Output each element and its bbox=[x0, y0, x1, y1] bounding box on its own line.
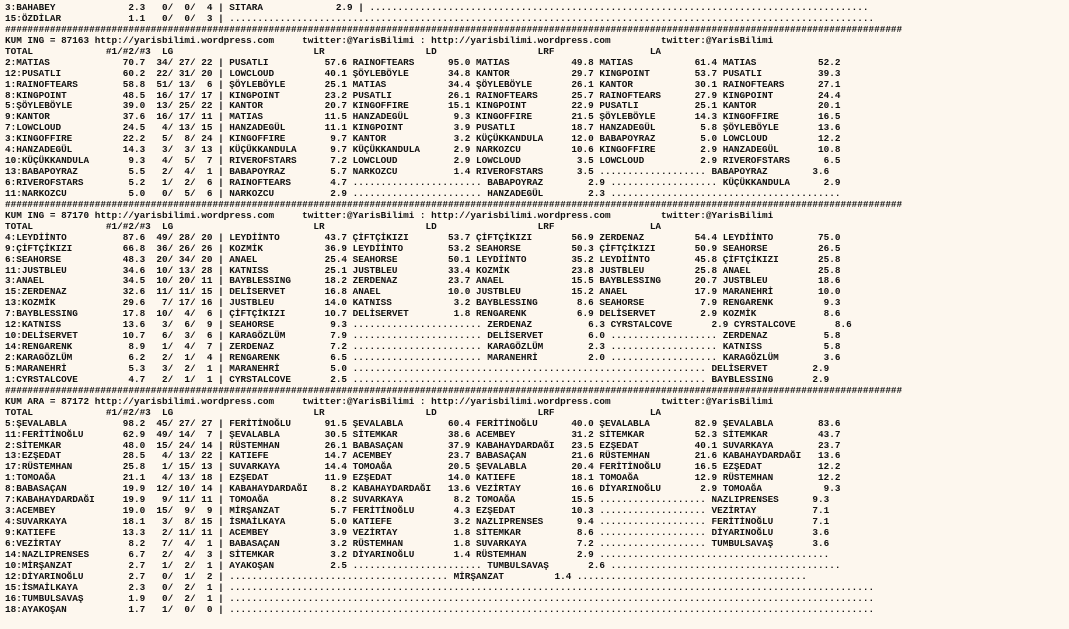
report-line: 7:BAYBLESSING 17.8 10/ 4/ 6 | ÇİFTÇİKIZI 10.7 DELİSERVET 1.8 RENGARENK 6.9 DELİSERVET 2.9 KOZMİK 8.6 bbox=[5, 308, 841, 320]
report-line: 12:PUSATLI 60.2 22/ 31/ 20 | LOWCLOUD 40.1 ŞÖYLEBÖYLE 34.8 KANTOR 29.7 KINGPOINT 53.7 PUSATLI 39.3 bbox=[5, 67, 841, 79]
report-line: TOTAL #1/#2/#3 LG LR LD LRF LA bbox=[5, 220, 662, 232]
report-line: 14:NAZLIPRENSES 6.7 2/ 4/ 3 | SİTEMKAR 3.2 DİYARINOĞLU 1.4 RÜSTEMHAN 2.9 ......................................... bbox=[5, 548, 830, 560]
report-line: 11:FERİTİNOĞLU 62.9 49/ 14/ 7 | ŞEVALABLA 30.5 SİTEMKAR 38.6 ACEMBEY 31.2 SİTEMKAR 52.3 SİTEMKAR 43.7 bbox=[5, 428, 841, 440]
report-line: 8:BABASAÇAN 19.9 12/ 10/ 14 | KABAHAYDARDAĞI 8.2 KABAHAYDARDAĞI 13.6 VEZİRTAY 16.6 DİYARINOĞLU 2.9 TOMOAĞA 9.3 bbox=[5, 483, 841, 495]
report-line: 1:RAINOFTEARS 58.8 51/ 13/ 6 | ŞÖYLEBÖYLE 25.1 MATIAS 34.4 ŞÖYLEBÖYLE 26.1 KANTOR 30.1 RAINOFTEARS 27.1 bbox=[5, 78, 841, 90]
report-line: 8:KINGPOINT 48.5 16/ 17/ 17 | KINGPOINT 23.2 PUSATLI 26.1 RAINOFTEARS 25.7 RAINOFTEARS 27.9 KINGPOINT 24.4 bbox=[5, 89, 841, 101]
report-line: 16:TUMBULSAVAŞ 1.9 0/ 2/ 1 | ................................................................................................................... bbox=[5, 592, 875, 604]
report-line: 7:KABAHAYDARDAĞI 19.9 9/ 11/ 11 | TOMOAĞA 8.2 SUVARKAYA 8.2 TOMOAĞA 15.5 ................... NAZLIPRENSES 9.3 bbox=[5, 494, 830, 506]
report-line: 2:MATIAS 70.7 34/ 27/ 22 | PUSATLI 57.6 RAINOFTEARS 95.0 MATIAS 49.8 MATIAS 61.4 MATIAS 52.2 bbox=[5, 56, 841, 68]
report-line: 2:KARAGÖZLÜM 6.2 2/ 1/ 4 | RENGARENK 6.5 ....................... MARANEHRİ 2.0 ................... KARAGÖZLÜM 3.6 bbox=[5, 352, 841, 363]
report-line: 6:SEAHORSE 48.3 20/ 34/ 20 | ANAEL 25.4 SEAHORSE 50.1 LEYDİİNTO 35.2 LEYDİİNTO 45.8 ÇİFTÇİKIZI 25.8 bbox=[5, 253, 841, 265]
report-line: 11:JUSTBLEU 34.6 10/ 13/ 28 | KATNISS 25.1 JUSTBLEU 33.4 KOZMİK 23.8 JUSTBLEU 25.8 ANAEL 25.8 bbox=[5, 264, 841, 276]
report-line: 5:MARANEHRİ 5.3 3/ 2/ 1 | MARANEHRİ 5.0 ............................................................... DELİSERVET 2.9 bbox=[5, 362, 830, 374]
report-line: 15:ZERDENAZ 32.6 11/ 11/ 15 | DELİSERVET 16.8 ANAEL 10.0 JUSTBLEU 15.2 ANAEL 17.9 MARANEHRİ 10.0 bbox=[5, 286, 841, 298]
report-line: 14:RENGARENK 8.9 1/ 4/ 7 | ZERDENAZ 7.2 ....................... KARAGÖZLÜM 2.3 ................... KATNISS 5.8 bbox=[5, 341, 841, 353]
report-line: ################################################################################################################################################################ bbox=[5, 23, 903, 35]
report-line: 5:ŞEVALABLA 98.2 45/ 27/ 27 | FERİTİNOĞLU 91.5 ŞEVALABLA 60.4 FERİTİNOĞLU 40.0 ŞEVALABLA 82.9 ŞEVALABLA 83.6 bbox=[5, 417, 841, 429]
report-line: 9:KATIEFE 13.3 2/ 11/ 11 | ACEMBEY 3.9 VEZİRTAY 1.8 SİTEMKAR 8.6 ................... DİYARINOĞLU 3.6 bbox=[5, 527, 830, 538]
report-line: 10:KÜÇÜKKANDULA 9.3 4/ 5/ 7 | RIVEROFSTARS 7.2 LOWCLOUD 2.9 LOWCLOUD 3.5 LOWCLOUD 2.9 RIVEROFSTARS 6.5 bbox=[5, 155, 841, 167]
report-line: 13:EZŞEDAT 28.5 4/ 13/ 22 | KATIEFE 14.7 ACEMBEY 23.7 BABASAÇAN 21.6 RÜSTEMHAN 21.6 KABAHAYDARDAĞI 13.6 bbox=[5, 450, 841, 462]
report-line: 10:DELİSERVET 10.7 6/ 3/ 6 | KARAGÖZLÜM 7.9 ....................... DELİSERVET 6.0 ................... ZERDENAZ 5.8 bbox=[5, 330, 841, 342]
report-line: ################################################################################################################################################################ bbox=[5, 198, 903, 210]
report-line: 12:DİYARINOĞLU 2.7 0/ 1/ 2 | ....................................... MİRŞANZAT 1.4 ......................................... bbox=[5, 570, 807, 582]
report-line: 6:RIVEROFSTARS 5.2 1/ 2/ 6 | RAINOFTEARS 4.7 ....................... BABAPOYRAZ 2.9 ................... KÜÇÜKKANDULA 2.9 bbox=[5, 177, 841, 188]
report-line: 13:KOZMİK 29.6 7/ 17/ 16 | JUSTBLEU 14.0 KATNISS 3.2 BAYBLESSING 8.6 SEAHORSE 7.9 RENGARENK 9.3 bbox=[5, 297, 841, 309]
report-line: 2:SİTEMKAR 48.0 15/ 24/ 14 | RÜSTEMHAN 26.1 BABASAÇAN 37.9 KABAHAYDARDAĞI 23.5 EZŞEDAT 40.1 SUVARKAYA 23.7 bbox=[5, 439, 841, 451]
report-line: 17:RÜSTEMHAN 25.8 1/ 15/ 13 | SUVARKAYA 14.4 TOMOAĞA 20.5 ŞEVALABLA 20.4 FERİTİNOĞLU 16.5 EZŞEDAT 12.2 bbox=[5, 461, 841, 473]
report-line: 11:NARKOZCU 5.0 0/ 5/ 6 | NARKOZCU 2.9 ....................... HANZADEGÜL 2.3 ......................................... bbox=[5, 187, 841, 199]
report-line: 6:VEZİRTAY 8.2 7/ 4/ 1 | BABASAÇAN 3.2 RÜSTEMHAN 1.8 SUVARKAYA 7.2 ................... TUMBULSAVAŞ 3.6 bbox=[5, 537, 830, 549]
report-line: 18:AYAKOŞAN 1.7 1/ 0/ 0 | ................................................................................................................... bbox=[5, 603, 875, 615]
report-line: KUM ARA = 87172 http://yarisbilimi.wordpress.com twitter:@YarisBilimi : http://yarisbilimi.wordpress.com twitter:@YarisBilimi bbox=[5, 395, 774, 407]
report-line: 4:SUVARKAYA 18.1 3/ 8/ 15 | İSMAİLKAYA 5.0 KATIEFE 3.2 NAZLIPRENSES 9.4 ................... FERİTİNOĞLU 7.1 bbox=[5, 516, 830, 528]
report-line: 13:BABAPOYRAZ 5.5 2/ 4/ 1 | BABAPOYRAZ 5.7 NARKOZCU 1.4 RIVEROFSTARS 3.5 ................... BABAPOYRAZ 3.6 bbox=[5, 166, 830, 178]
report-line: 15:ÖZDİLAR 1.1 0/ 0/ 3 | ................................................................................................................... bbox=[5, 12, 875, 24]
report-line: 5:ŞÖYLEBÖYLE 39.0 13/ 25/ 22 | KANTOR 20.7 KINGOFFIRE 15.1 KINGPOINT 22.9 PUSATLI 25.1 KANTOR 20.1 bbox=[5, 100, 841, 112]
report-line: 3:BAHABEY 2.3 0/ 0/ 4 | SITARA 2.9 | ......................................................................................... bbox=[5, 2, 869, 13]
report-line: 15:İSMAİLKAYA 2.3 0/ 2/ 1 | ................................................................................................................... bbox=[5, 581, 875, 593]
report-line: 3:KINGOFFIRE 22.2 5/ 8/ 24 | KINGOFFIRE 9.7 KANTOR 3.2 KÜÇÜKKANDULA 12.0 BABAPOYRAZ 5.0 LOWCLOUD 12.2 bbox=[5, 133, 841, 145]
report-line: KUM ING = 87170 http://yarisbilimi.wordpress.com twitter:@YarisBilimi : http://yarisbilimi.wordpress.com twitter:@YarisBilimi bbox=[5, 209, 774, 221]
report-line: KUM ING = 87163 http://yarisbilimi.wordpress.com twitter:@YarisBilimi : http://yarisbilimi.wordpress.com twitter:@YarisBilimi bbox=[5, 34, 774, 46]
report-line: ################################################################################################################################################################ bbox=[5, 384, 903, 396]
report-line: 3:ACEMBEY 19.0 15/ 9/ 9 | MİRŞANZAT 5.7 FERİTİNOĞLU 4.3 EZŞEDAT 10.3 ................... VEZİRTAY 7.1 bbox=[5, 505, 830, 517]
report-line: 9:KANTOR 37.6 16/ 17/ 11 | MATIAS 11.5 HANZADEGÜL 9.3 KINGOFFIRE 21.5 ŞÖYLEBÖYLE 14.3 KINGOFFIRE 16.5 bbox=[5, 111, 841, 123]
report-line: 4:LEYDİİNTO 87.6 49/ 28/ 20 | LEYDİİNTO 43.7 ÇİFTÇİKIZI 53.7 ÇİFTÇİKIZI 56.9 ZERDENAZ 54.4 LEYDİİNTO 75.0 bbox=[5, 231, 841, 243]
report-line: 4:HANZADEGÜL 14.3 3/ 3/ 13 | KÜÇÜKKANDULA 9.7 KÜÇÜKKANDULA 2.9 NARKOZCU 10.6 KINGOFFIRE 2.9 HANZADEGÜL 10.8 bbox=[5, 144, 841, 156]
report-line: 3:ANAEL 34.5 10/ 20/ 11 | BAYBLESSING 18.2 ZERDENAZ 23.7 ANAEL 15.5 BAYBLESSING 20.7 JUSTBLEU 18.6 bbox=[5, 275, 841, 287]
report-line: 7:LOWCLOUD 24.5 4/ 13/ 15 | HANZADEGÜL 11.1 KINGPOINT 3.9 PUSATLI 18.7 HANZADEGÜL 5.8 ŞÖYLEBÖYLE 13.6 bbox=[5, 122, 841, 134]
report-line: 9:ÇİFTÇİKIZI 66.8 36/ 26/ 26 | KOZMİK 36.9 LEYDİİNTO 53.2 SEAHORSE 50.3 ÇİFTÇİKIZI 50.9 SEAHORSE 26.5 bbox=[5, 242, 841, 254]
report-line: 12:KATNISS 13.6 3/ 6/ 9 | SEAHORSE 9.3 ....................... ZERDENAZ 6.3 CYRSTALCOVE 2.9 CYRSTALCOVE 8.6 bbox=[5, 319, 852, 331]
report-line: 1:CYRSTALCOVE 4.7 2/ 1/ 1 | CYRSTALCOVE 2.5 ............................................................... BAYBLESSING 2.9 bbox=[5, 373, 830, 385]
report-line: TOTAL #1/#2/#3 LG LR LD LRF LA bbox=[5, 406, 662, 418]
report-line: 1:TOMOAĞA 21.1 4/ 13/ 18 | EZŞEDAT 11.9 EZŞEDAT 14.0 KATIEFE 18.1 TOMOAĞA 12.9 RÜSTEMHAN 12.2 bbox=[5, 472, 841, 484]
report-line: 10:MİRŞANZAT 2.7 1/ 2/ 1 | AYAKOŞAN 2.5 ....................... TUMBULSAVAŞ 2.6 ......................................... bbox=[5, 559, 841, 571]
report-line: TOTAL #1/#2/#3 LG LR LD LRF LA bbox=[5, 45, 662, 57]
